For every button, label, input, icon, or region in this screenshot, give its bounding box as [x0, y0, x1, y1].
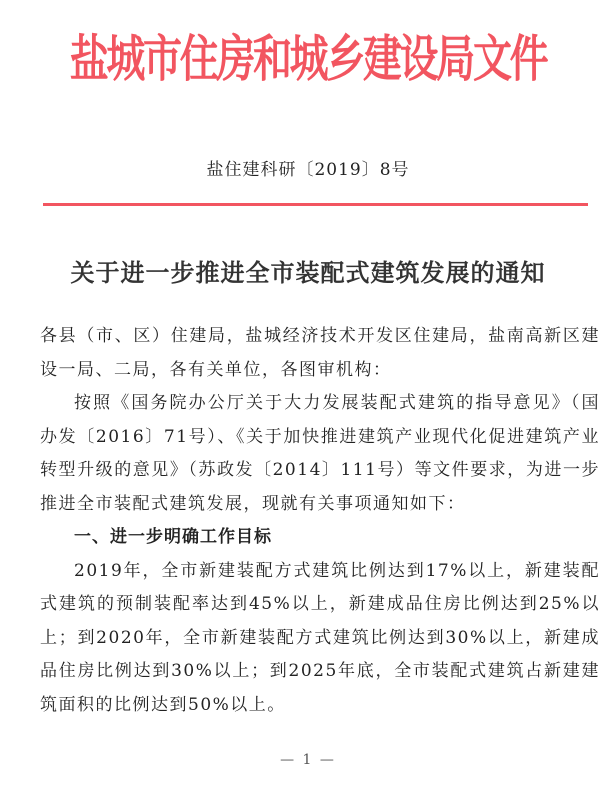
intro-paragraph: 按照《国务院办公厅关于大力发展装配式建筑的指导意见》（国办发〔2016〕71号）、《关于加快推进建筑产业现代化促进建筑产业转型升级的意见》（苏政发〔2014〕111号）等文件要求，为进一步推进全市装配式建筑发展，现就有关事项通知如下： [40, 393, 600, 514]
section-paragraph: 2019年，全市新建装配方式建筑比例达到17%以上，新建装配式建筑的预制装配率达到45%以上，新建成品住房比例达到25%以上；到2020年，全市新建装配方式建筑比例达到30%以上，新建成品住房比例达到30%以上；到2025年底，全市装配式建筑占新建建筑面积的比例达到50%以上。 [40, 560, 600, 715]
section-heading: 一、进一步明确工作目标 [74, 527, 272, 547]
addressees: 各县（市、区）住建局，盐城经济技术开发区住建局，盐南高新区建设一局、二局，各有关单位，各图审机构： [40, 326, 600, 380]
page-number: — 1 — [280, 752, 336, 768]
red-divider [43, 203, 588, 206]
document-body [40, 320, 600, 722]
document-number: 盐住建科研〔2019〕8号 [206, 160, 410, 180]
document-title: 关于进一步推进全市装配式建筑发展的通知 [70, 258, 546, 287]
issuer-title: 盐城市住房和城乡建设局文件 [69, 29, 547, 88]
